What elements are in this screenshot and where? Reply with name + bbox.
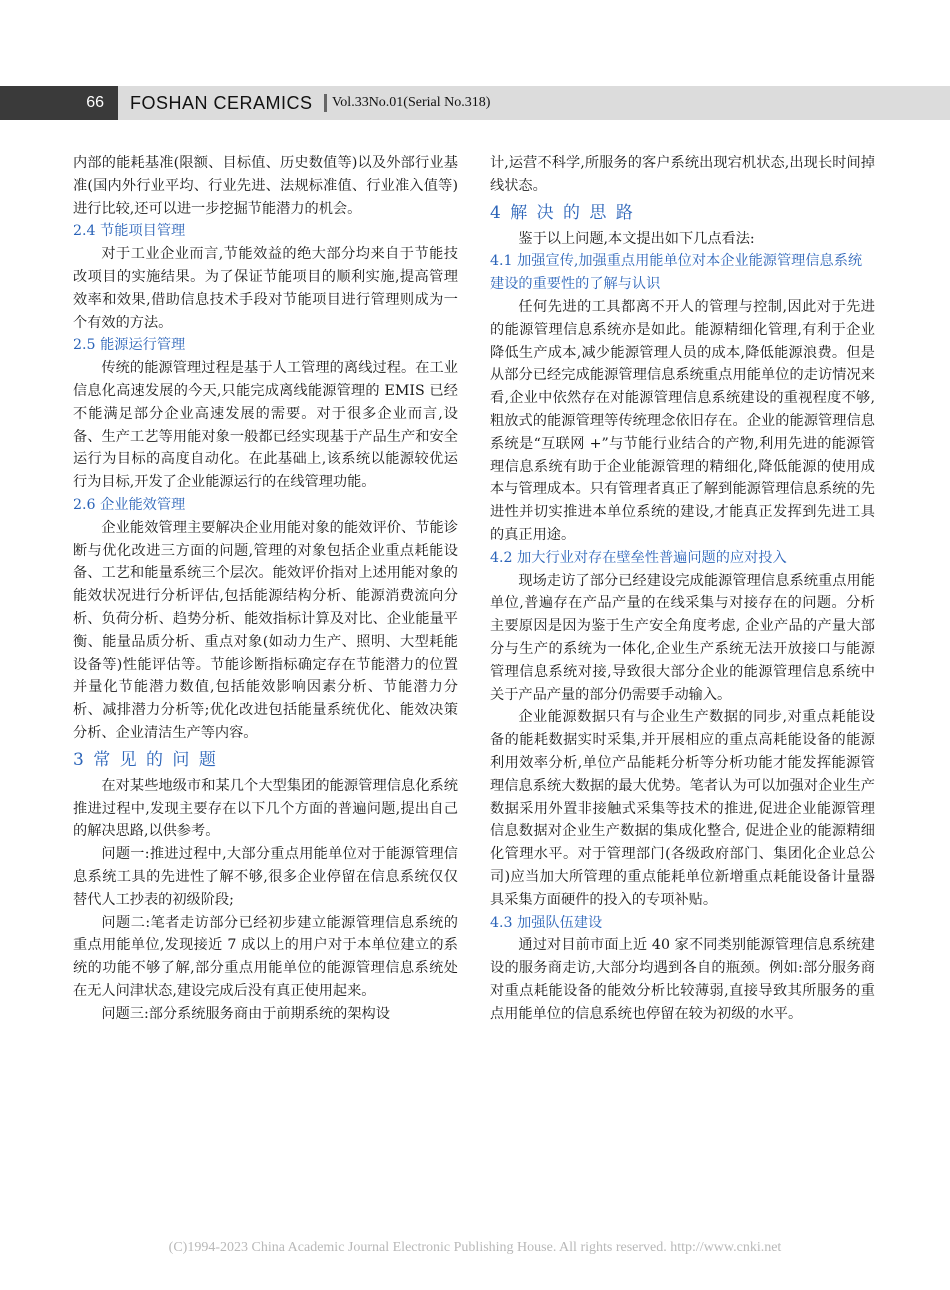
paragraph: 计,运营不科学,所服务的客户系统出现宕机状态,出现长时间掉线状态。 — [490, 155, 875, 194]
subsection-heading-4-2: 4.2 加大行业对存在壁垒性普遍问题的应对投入 — [490, 549, 787, 566]
paragraph: 问题二:笔者走访部分已经初步建立能源管理信息系统的重点用能单位,发现接近 7 成以上的用户对于本单位建立的系统的功能不够了解,部分重点用能单位的能源管理信息系统处在无人问津状态,建设完成后没有真正使用起来。 — [73, 914, 458, 999]
paragraph: 通过对目前市面上近 40 家不同类别能源管理信息系统建设的服务商走访,大部分均遇到各自的瓶颈。例如:部分服务商对重点耗能设备的能效分析比较薄弱,直接导致其所服务的重点用能单位的信息系统也停留在较为初级的水平。 — [490, 937, 875, 1022]
subsection-heading-4-1: 4.1 加强宣传,加强重点用能单位对本企业能源管理信息系统建设的重要性的了解与认识 — [490, 253, 863, 293]
paragraph: 问题三:部分系统服务商由于前期系统的架构设 — [101, 1005, 390, 1022]
paragraph: 对于工业企业而言,节能效益的绝大部分均来自于节能技改项目的实施结果。为了保证节能项目的顺利实施,提高管理效率和效果,借助信息技术手段对节能项目进行管理则成为一个有效的方法。 — [73, 246, 458, 331]
paragraph: 问题一:推进过程中,大部分重点用能单位对于能源管理信息系统工具的先进性了解不够,很多企业停留在信息系统仅仅替代人工抄表的初级阶段; — [73, 846, 458, 908]
header-separator — [324, 94, 327, 112]
volume-info: Vol.33No.01(Serial No.318) — [332, 95, 491, 110]
paragraph: 企业能源数据只有与企业生产数据的同步,对重点耗能设备的能耗数据实时采集,并开展相应的重点高耗能设备的能源利用效率分析,单位产品能耗分析等分析功能才能发挥能源管理信息系统大数据的最大优势。笔者认为可以加强对企业生产数据采用外置非接触式采集等技术的推进,促进企业能源管理信息数据对企业生产数据的集成化整合, 促进企业的能源精细化管理水平。对于管理部门(各级政府部门、集团化企业总公司)应当加大所管理的重点能耗单位新增重点耗能设备计量器具采集方面硬件的投入的专项补贴。 — [490, 709, 875, 908]
left-column — [73, 152, 458, 1025]
section-heading-4: 4 解 决 的 思 路 — [490, 202, 635, 223]
section-heading-3: 3 常 见 的 问 题 — [73, 749, 218, 770]
subsection-heading-2-6: 2.6 企业能效管理 — [73, 496, 186, 513]
copyright-footer: (C)1994-2023 China Academic Journal Electronic Publishing House. All rights reserved. http://www.cnki.net — [168, 1240, 782, 1255]
running-header — [0, 86, 950, 120]
right-column — [490, 152, 875, 1025]
page-number: 66 — [0, 86, 118, 120]
paragraph: 企业能效管理主要解决企业用能对象的能效评价、节能诊断与优化改进三方面的问题,管理的对象包括企业重点耗能设备、工艺和能量系统三个层次。能效评价指对上述用能对象的能效状况进行分析评估,包括能源结构分析、能源消费流向分析、负荷分析、趋势分析、能效指标计算及对比、企业能量平衡、能量品质分析、重点对象(如动力生产、照明、大型耗能设备等)性能评估等。节能诊断指标确定存在节能潜力的位置并量化节能潜力数值,包括能效影响因素分析、节能潜力分析、减排潜力分析等;优化改进包括能量系统优化、能效决策分析、企业清洁生产等内容。 — [73, 519, 458, 741]
paragraph: 在对某些地级市和某几个大型集团的能源管理信息化系统推进过程中,发现主要存在以下几个方面的普遍问题,提出自己的解决思路,以供参考。 — [73, 777, 458, 840]
paragraph: 现场走访了部分已经建设完成能源管理信息系统重点用能单位,普遍存在产品产量的在线采集与对接存在的问题。分析主要原因是因为鉴于生产安全角度考虑, 企业产品的产量大部分与生产的系统为一体化,企业生产系统无法开放接口与能源管理信息系统对接,导致很大部分企业的能源管理信息系统中关于产品产量的部分仍需要手动输入。 — [490, 572, 875, 703]
subsection-heading-2-4: 2.4 节能项目管理 — [73, 223, 186, 240]
paragraph: 任何先进的工具都离不开人的管理与控制,因此对于先进的能源管理信息系统亦是如此。能源精细化管理,有利于企业降低生产成本,减少能源管理人员的成本,降低能源浪费。但是从部分已经完成能源管理信息系统重点用能单位的走访情况来看,企业中依然存在对能源管理信息系统建设的重视程度不够,粗放式的能源管理等传统理念依旧存在。企业的能源管理信息系统是“互联网 +”与节能行业结合的产物,利用先进的能源管理信息系统有助于企业能源管理的精细化,降低能源的使用成本与管理成本。只有管理者真正了解到能源管理信息系统的先进性并切实推进本单位系统的建设,才能真正发挥到先进工具的真正用途。 — [490, 298, 875, 543]
paragraph: 传统的能源管理过程是基于人工管理的离线过程。在工业信息化高速发展的今天,只能完成离线能源管理的 EMIS 已经不能满足部分企业高速发展的需要。对于很多企业而言,设备、生产工艺等用能对象一般都已经实现基于产品生产和安全运行为目标的高度自动化。在此基础上,该系统以能源较优运行为目标,开发了企业能源运行的在线管理功能。 — [73, 360, 458, 491]
journal-title: FOSHAN CERAMICS — [130, 93, 313, 113]
subsection-heading-4-3: 4.3 加强队伍建设 — [490, 914, 603, 931]
subsection-heading-2-5: 2.5 能源运行管理 — [73, 337, 186, 354]
paragraph: 内部的能耗基准(限额、目标值、历史数值等)以及外部行业基准(国内外行业平均、行业先进、法规标准值、行业准入值等)进行比较,还可以进一步挖掘节能潜力的机会。 — [73, 155, 458, 217]
paragraph: 鉴于以上问题,本文提出如下几点看法: — [518, 230, 755, 247]
